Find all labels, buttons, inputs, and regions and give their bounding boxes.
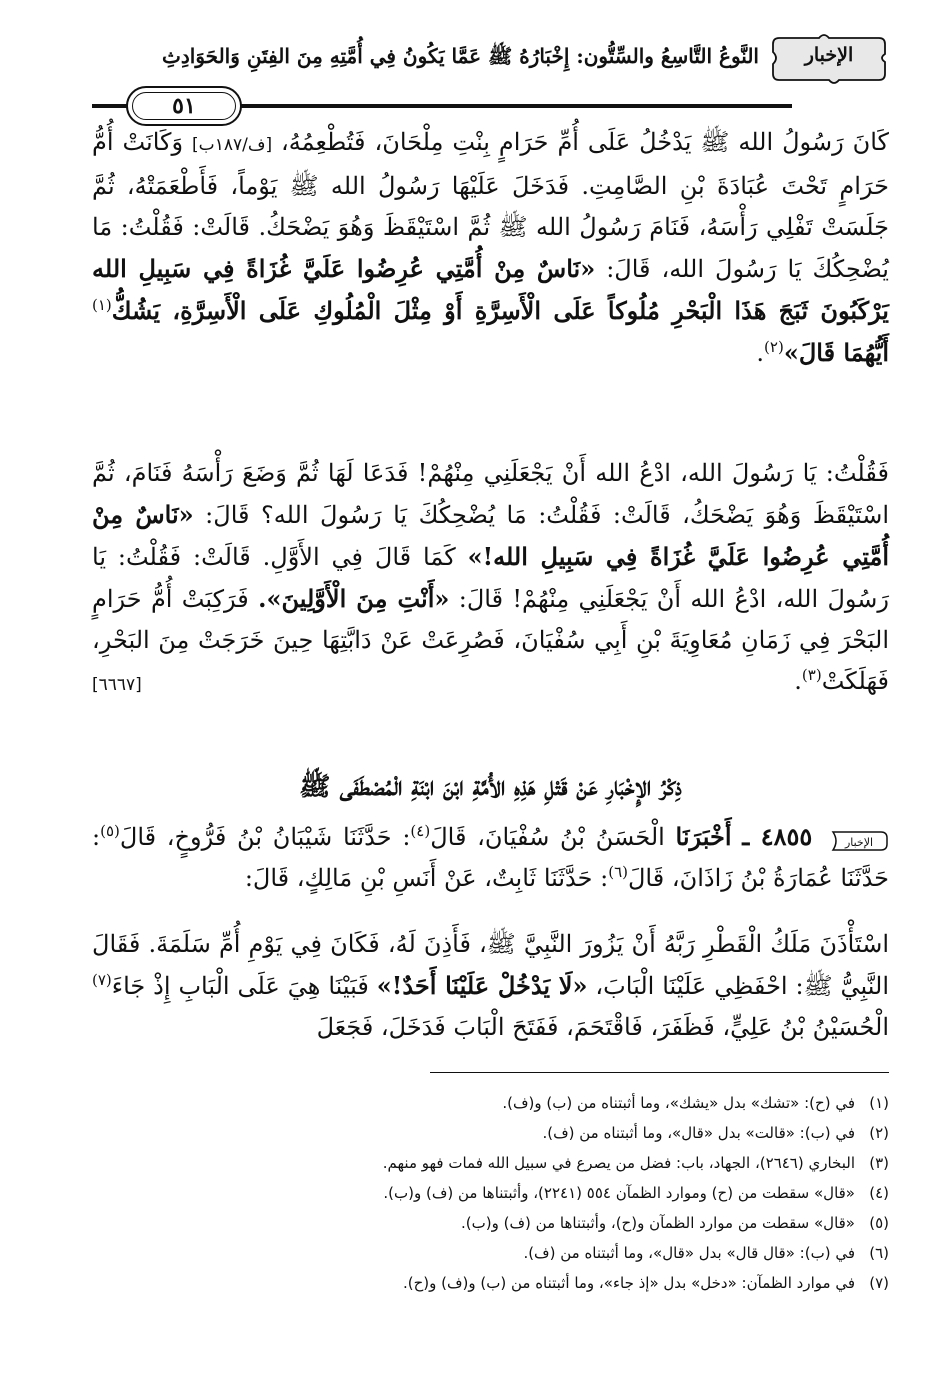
section-badge [769,30,889,86]
chapter-title: النَّوعُ التَّاسِعُ والسِّتُّون: إِخْبَارُهُ ﷺ عَمَّا يَكُونُ فِي أُمَّتِهِ مِنَ الفِتَنِ وَالحَوَادِثِ [162,44,759,68]
p1-text-a: كَانَ رَسُولُ الله ﷺ يَدْخُلُ عَلَى أُمِّ حَرَامٍ بِنْتِ مِلْحَانَ، فَتُطْعِمُهُ، [281,128,889,156]
footnote-number: (٢) [869,1124,889,1142]
footnote-text: في (ب): «قالت» بدل «قال»، وما أثبتناه من (ف). [542,1124,855,1142]
footnote-ref-4: (٤) [410,822,431,840]
footnote-ref-6: (٦) [608,863,628,881]
footnote-ref-2: (٢) [764,338,784,356]
hadith-number: ٤٨٥٥ ـ [742,822,813,851]
p4-text-c: فَبَيْنَا هِيَ عَلَى الْبَابِ إِذْ جَاءَ [111,972,369,1000]
p4-text-a: اسْتَأْذَنَ مَلَكُ الْقَطْرِ رَبَّهُ أَنْ يَزُورَ النَّبِيَّ ﷺ، فَأَذِنَ لَهُ، فَكَانَ فِي يَوْمِ أُمِّ سَلَمَةَ. فَقَالَ النَّبِيُّ ﷺ: احْفَظِي عَلَيْنَا الْبَابَ، [92,930,889,1000]
footnote-text: البخاري (٢٦٤٦)، الجهاد، باب: فضل من يصرع في سبيل الله فمات فهو منهم. [382,1154,855,1172]
footnote [92,1268,889,1298]
p2-text-e: فَرَكِبَتْ أُمُّ حَرَامٍ البَحْرَ فِي زَمَانِ مُعَاوِيَةَ بْنِ أَبِي سُفْيَانَ، فَصُرِعَتْ عَنْ دَابَّتِهَا حِينَ خَرَجَتْ مِنَ البَحْرِ، فَهَلَكَتْ [92,585,889,695]
paragraph-1: كَانَ رَسُولُ الله ﷺ يَدْخُلُ عَلَى أُمِّ حَرَامٍ بِنْتِ مِلْحَانَ، فَتُطْعِمُهُ، [ف/١٨٧ب] وَكَانَتْ أُمُّ حَرَامٍ تَحْتَ عُبَادَةَ بْنِ الصَّامِتِ. فَدَخَلَ عَلَيْهَا رَسُولُ الله ﷺ يَوْماً، فَأَطْعَمَتْهُ، ثُمَّ جَلَسَتْ تَفْلِي رَأْسَهُ، فَنَامَ رَسُولُ الله ﷺ ثُمَّ اسْتَيْقَظَ وَهُوَ يَضْحَكُ. قَالَتْ: فَقُلْتُ: مَا يُضْحِكُكَ يَا رَسُولَ الله، قَالَ: «نَاسٌ مِنْ أُمَّتِي عُرِضُوا عَلَيَّ غُزَاةً فِي سَبِيلِ الله يَرْكَبُونَ ثَبَجَ هَذَا الْبَحْرِ مُلُوكاً عَلَى الْأَسِرَّةِ أَوْ مِثْلَ الْمُلُوكِ عَلَى الْأَسِرَّةِ، يَشُكُّ$^{(١)}$ أَيُّهُمَا قَالَ»$^{(٢)}$. [92,128,889,367]
isnad-a: الْحَسَنُ بْنُ سُفْيَانَ، قَالَ [430,823,665,851]
isnad-paragraph [92,816,889,899]
footnotes [92,1088,889,1298]
hadith-quote-2: «نَاسٌ مِنْ أُمَّتِي عُرِضُوا عَلَيَّ غُزَاةً فِي سَبِيلِ الله!» [92,500,889,571]
p2-text-a: فَقُلْتُ: يَا رَسُولَ الله، ادْعُ الله أَنْ يَجْعَلَنِي مِنْهُمْ! فَدَعَا لَهَا ثُمَّ وَضَعَ رَأْسَهُ فَنَامَ، ثُمَّ اسْتَيْقَظَ وَهُوَ يَضْحَكُ، قَالَتْ: فَقُلْتُ: مَا يُضْحِكُكَ يَا رَسُولَ الله؟ قَالَ: [92,459,889,529]
footnote [92,1088,889,1118]
running-header [92,30,889,119]
footnote-number: (٥) [869,1214,889,1232]
footnote-number: (٦) [869,1244,889,1262]
p2-text-c: كَمَا قَالَ فِي الأَوَّلِ. قَالَتْ: فَقُلْتُ: يَا رَسُولَ الله، ادْعُ الله أَنْ يَجْعَلَنِي مِنْهُمْ! قَالَ: [92,543,889,613]
hadith-quote-1-end: أَيُّهُمَا قَالَ» [783,338,889,367]
footnote [92,1208,889,1238]
footnote-text: في موارد الظمآن: «دخل» بدل «إذ جاء»، وما أثبتناه من (ب) و(ف) و(ح). [402,1274,855,1292]
paragraph-4 [92,924,889,1048]
hadith-marker-icon [829,826,889,852]
hadith-quote-4: «لَا يَدْخُلْ عَلَيْنَا أَحَدٌ!» [376,971,588,1000]
footnote-ref-3: (٣) [801,666,822,684]
page-number-frame [126,86,242,126]
footnote-ref-5: (٥) [100,822,120,840]
footnote-number: (٧) [869,1274,889,1292]
p4-text-d: الْحُسَيْنُ بْنُ عَلِيٍّ، فَظَفَرَ، فَاقْتَحَمَ، فَفَتَحَ الْبَابَ فَدَخَلَ، فَجَعَلَ [316,1013,889,1041]
manuscript-ref: [ف/١٨٧ب] [192,135,273,155]
footnote [92,1118,889,1148]
hadith-number-ref: [٦٦٦٧] [92,675,142,695]
badge-label: الإخبار [804,44,854,66]
hadith-quote-1: «نَاسٌ مِنْ أُمَّتِي عُرِضُوا عَلَيَّ غُزَاةً فِي سَبِيلِ الله يَرْكَبُونَ ثَبَجَ هَذَا الْبَحْرِ مُلُوكاً عَلَى الْأَسِرَّةِ أَوْ مِثْلَ الْمُلُوكِ عَلَى الْأَسِرَّةِ، يَشُكُّ [92,254,889,325]
footnote-ref-1: (١) [92,296,112,314]
footnote [92,1178,889,1208]
footnote-text: «قال» سقطت من (ح) وموارد الظمآن ٥٥٤ (٢٢٤١)، وأثبتناها من (ف) و(ب). [383,1184,855,1202]
footnote-text: «قال» سقطت من موارد الظمآن و(ح)، وأثبتناها من (ف) و(ب). [461,1214,855,1232]
footnote [92,1238,889,1268]
page-number: ٥١ [132,92,236,120]
footnote-number: (٣) [869,1154,889,1172]
hadith-quote-3: «أَنْتِ مِنَ الْأَوَّلِينَ». [258,584,450,613]
footnote-text: في (ح): «تشك» بدل «يشك»، وما أثبتناه من (ب) و(ف). [502,1094,855,1112]
akhbarana-word: أَخْبَرَنَا [675,822,732,851]
footnote-text: في (ب): «قال قال» بدل «قال»، وما أثبتناه من (ف). [523,1244,855,1262]
paragraph-2: فَقُلْتُ: يَا رَسُولَ الله، ادْعُ الله أَنْ يَجْعَلَنِي مِنْهُمْ! فَدَعَا لَهَا ثُمَّ وَضَعَ رَأْسَهُ فَنَامَ، ثُمَّ اسْتَيْقَظَ وَهُوَ يَضْحَكُ، قَالَتْ: فَقُلْتُ: مَا يُضْحِكُكَ يَا رَسُولَ الله؟ قَالَ: «نَاسٌ مِنْ أُمَّتِي عُرِضُوا عَلَيَّ غُزَاةً فِي سَبِيلِ الله!» كَمَا قَالَ فِي الأَوَّلِ. قَالَتْ: فَقُلْتُ: يَا رَسُولَ الله، ادْعُ الله أَنْ يَجْعَلَنِي مِنْهُمْ! قَالَ: «أَنْتِ مِنَ الْأَوَّلِينَ». فَرَكِبَتْ أُمُّ حَرَامٍ البَحْرَ فِي زَمَانِ مُعَاوِيَةَ بْنِ أَبِي سُفْيَانَ، فَصُرِعَتْ عَنْ دَابَّتِهَا حِينَ خَرَجَتْ مِنَ البَحْرِ، فَهَلَكَتْ$^{(٣)}$. [٦٦٦٧] [92,453,889,706]
footnote-number: (١) [869,1094,889,1112]
isnad-d: : حَدَّثَنَا ثَابِتٌ، عَنْ أَنَسِ بْنِ مَالِكٍ، قَالَ: [244,864,609,892]
footnote-separator [430,1072,889,1073]
isnad-b: : حَدَّثَنَا شَيْبَانُ بْنُ فَرُّوخٍ، قَالَ [119,823,411,851]
footnote-ref-7: (٧) [92,971,112,989]
hadith-marker-label: الإخبار [844,835,874,849]
section-heading: ذِكْرُ الإِخْبَارِ عَنْ قَتْلِ هَذِهِ الأُمَّةِ ابْنَ ابْنَةِ الْمُصْطَفَى ﷺ [299,772,682,802]
isnad-c: : حَدَّثَنَا عُمَارَةُ بْنُ زَاذَانَ، قَالَ [92,823,889,892]
footnote-number: (٤) [869,1184,889,1202]
p1-text-b: وَكَانَتْ أُمُّ حَرَامٍ تَحْتَ عُبَادَةَ بْنِ الصَّامِتِ. فَدَخَلَ عَلَيْهَا رَسُولُ الله ﷺ يَوْماً، فَأَطْعَمَتْهُ، ثُمَّ جَلَسَتْ تَفْلِي رَأْسَهُ، فَنَامَ رَسُولُ الله ﷺ ثُمَّ اسْتَيْقَظَ وَهُوَ يَضْحَكُ. قَالَتْ: فَقُلْتُ: مَا يُضْحِكُكَ يَا رَسُولَ الله، قَالَ: [92,128,889,283]
footnote [92,1148,889,1178]
